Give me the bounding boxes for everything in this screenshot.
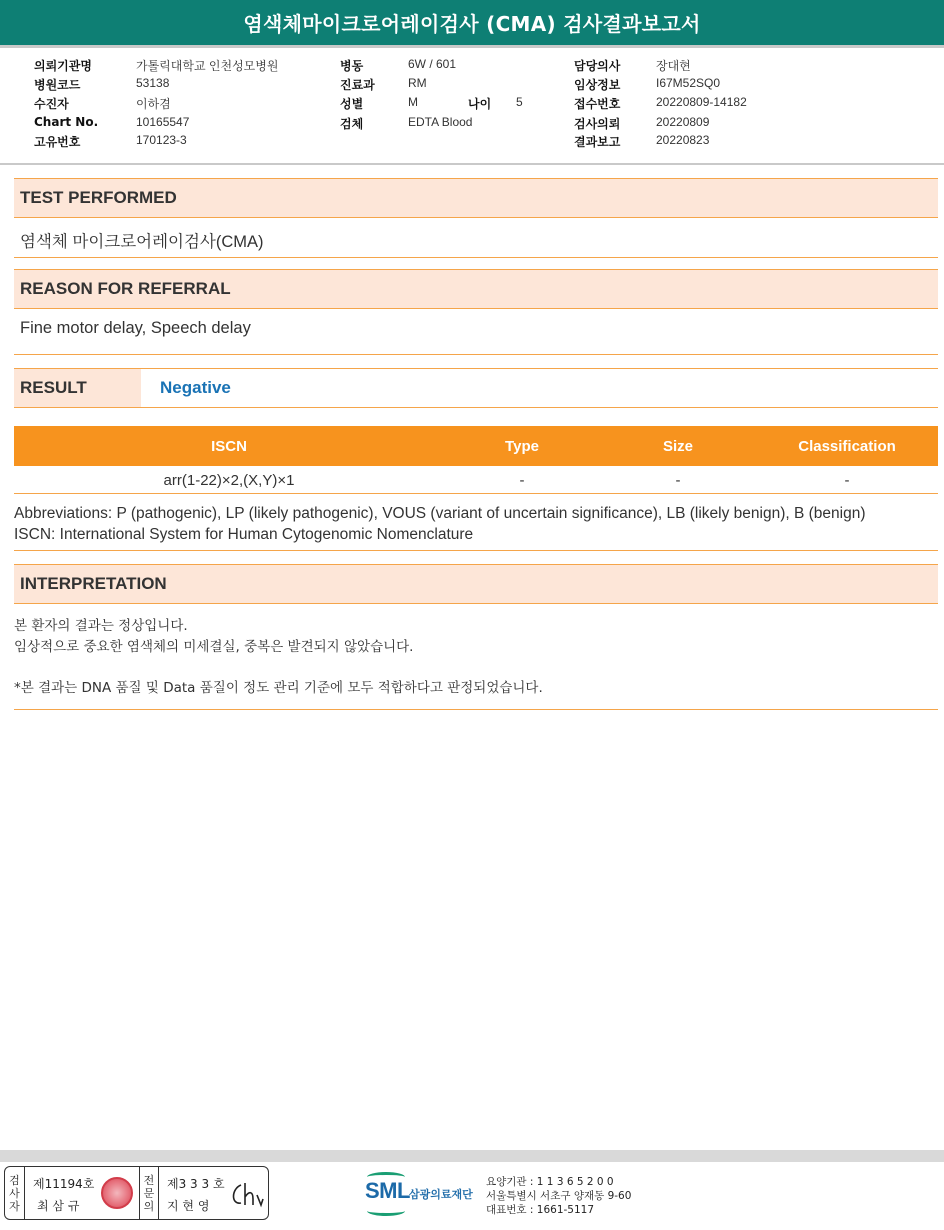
interpretation-line: 임상적으로 중요한 염색체의 미세결실, 중복은 발견되지 않았습니다. (14, 639, 414, 655)
clinical-info-value: I67M52SQ0 (656, 76, 721, 90)
patient-info-panel (0, 51, 944, 165)
report-date-value: 20220823 (656, 133, 710, 147)
logo-arc-icon (367, 1206, 405, 1216)
doctor-license-no: 제3 3 3 호 (167, 1177, 225, 1191)
examiner-name: 최 삼 규 (37, 1199, 80, 1213)
age-value: 5 (516, 95, 523, 109)
divider (14, 709, 938, 710)
org-code: 요양기관 : 1 1 3 6 5 2 0 0 (486, 1176, 614, 1188)
logo-text: SML (365, 1178, 410, 1203)
doctor-label: 담당의사 (574, 59, 621, 73)
type-cell: - (519, 471, 525, 489)
hospital-name-value: 가톨릭대학교 인천성모병원 (136, 59, 279, 73)
org-name: 삼광의료재단 (409, 1188, 473, 1201)
classification-column-header: Classification (798, 437, 896, 455)
hospital-code-value: 53138 (136, 76, 170, 90)
interpretation-heading: INTERPRETATION (14, 564, 938, 604)
iscn-note: ISCN: International System for Human Cytogenomic Nomenclature (14, 526, 474, 543)
doctor-vertical-label (139, 1167, 159, 1219)
unique-id-value: 170123-3 (136, 133, 187, 147)
iscn-column-header: ISCN (211, 437, 247, 455)
reason-text: Fine motor delay, Speech delay (20, 319, 251, 337)
chart-no-value: 10165547 (136, 115, 190, 129)
interpretation-line: 본 환자의 결과는 정상입니다. (14, 618, 188, 634)
vertical-label-char: 전 (143, 1173, 155, 1187)
examiner-vertical-label (5, 1167, 25, 1219)
department-value: RM (408, 76, 427, 90)
vertical-label-char: 문 (143, 1186, 155, 1200)
result-label: RESULT (14, 369, 141, 407)
specimen-value: EDTA Blood (408, 115, 473, 129)
test-performed-text: 염색체 마이크로어레이검사(CMA) (20, 233, 264, 251)
doctor-value: 장대현 (656, 59, 691, 73)
patient-value: 이하겸 (136, 97, 171, 111)
vertical-label-char: 의 (143, 1199, 155, 1213)
request-date-label: 검사의뢰 (574, 117, 621, 131)
ward-value: 6W / 601 (408, 57, 457, 71)
hospital-code-label: 병원코드 (34, 78, 81, 92)
report-date-label: 결과보고 (574, 135, 621, 149)
department-label: 진료과 (340, 78, 375, 92)
interpretation-note: *본 결과는 DNA 품질 및 Data 품질이 정도 관리 기준에 모두 적합하다고 판정되었습니다. (14, 680, 543, 696)
unique-id-label: 고유번호 (34, 135, 81, 149)
type-column-header: Type (505, 437, 539, 455)
accession-value: 20220809-14182 (656, 95, 747, 109)
divider (14, 354, 938, 355)
request-date-value: 20220809 (656, 115, 710, 129)
size-cell: - (675, 471, 681, 489)
reason-heading: REASON FOR REFERRAL (14, 269, 938, 309)
examiner-license-no: 제11194호 (33, 1177, 95, 1191)
signature-icon (227, 1179, 265, 1209)
result-row (14, 368, 938, 408)
chart-no-label: Chart No. (34, 115, 99, 129)
sex-label: 성별 (340, 97, 364, 111)
seal-stamp-icon (101, 1177, 133, 1209)
doctor-name: 지 현 영 (167, 1199, 210, 1213)
abbreviations-note: Abbreviations: P (pathogenic), LP (likely pathogenic), VOUS (variant of uncertain significance), LB (likely benign), B (benign) (14, 505, 866, 522)
sex-value: M (408, 95, 418, 109)
footer-bar (0, 1150, 944, 1162)
org-address: 서울특별시 서초구 양재동 9-60 (486, 1190, 632, 1202)
result-value: Negative (160, 378, 231, 397)
patient-label: 수진자 (34, 97, 69, 111)
vertical-label-char: 자 (9, 1199, 20, 1213)
hospital-name-label: 의뢰기관명 (34, 59, 92, 73)
test-performed-heading: TEST PERFORMED (14, 178, 938, 218)
classification-cell: - (844, 471, 850, 489)
age-label: 나이 (468, 97, 492, 111)
vertical-label-char: 사 (9, 1186, 20, 1200)
iscn-cell: arr(1-22)×2,(X,Y)×1 (163, 471, 295, 489)
divider (14, 257, 938, 258)
org-phone: 대표번호 : 1661-5117 (486, 1204, 595, 1216)
result-table-header (14, 426, 938, 466)
clinical-info-label: 임상정보 (574, 78, 621, 92)
vertical-label-char: 검 (9, 1173, 20, 1187)
accession-label: 접수번호 (574, 97, 621, 111)
sml-logo (365, 1172, 485, 1216)
report-title: 염색체마이크로어레이검사 (CMA) 검사결과보고서 (0, 0, 944, 48)
ward-label: 병동 (340, 59, 364, 73)
size-column-header: Size (662, 437, 693, 455)
table-row (14, 466, 938, 494)
specimen-label: 검체 (340, 117, 364, 131)
signature-box (4, 1166, 269, 1220)
divider (14, 550, 938, 551)
